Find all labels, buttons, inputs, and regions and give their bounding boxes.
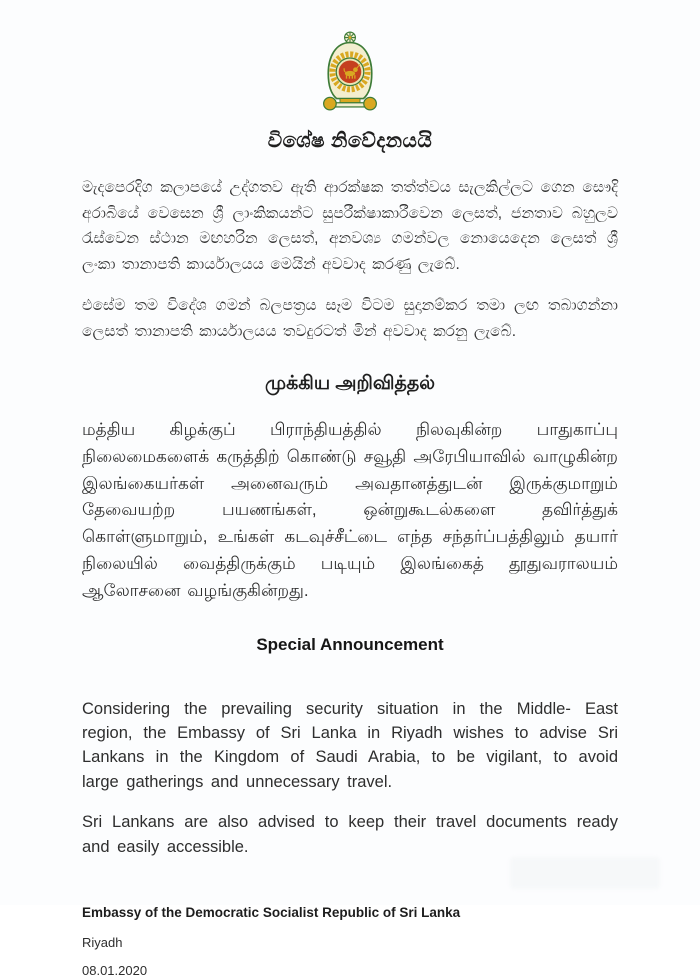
emblem-base-bar [340,99,360,103]
sinhala-paragraph-1: මැදපෙරදිග කලාපයේ උද්ගතව ඇති ආරක්ෂක තත්ත්වය සැලකිල්ලට ගෙන සෞදි අරාබියේ වෙසෙන ශ්‍රී ලාංකිකයන්ට සුපරීක්ෂාකාරීවෙන ලෙසත්, ජනතාව බහුලව රැස්වෙන ස්ථාන මඟහරින ලෙසත්, අනවශ්‍ය ගමන්වල නොයෙදෙන ලෙසත් ශ්‍රී ලංකා තානාපති කාර්යාලයය මෙයින් අවවාද කරණු ලැබේ. [82,179,618,274]
emblem-container [82,0,618,122]
faint-watermark [510,857,660,889]
sri-lanka-emblem-icon [308,30,392,122]
emblem-pedestal [335,103,365,107]
english-paragraph-2: Sri Lankans are also advised to keep their travel documents ready and easily accessible. [82,813,618,856]
sinhala-title: විශේෂ නිවේදනයයි [267,130,433,152]
document-date: 08.01.2020 [82,962,148,978]
document-footer [82,905,618,978]
tamil-title: முக்கிய அறிவித்தல் [265,372,435,394]
english-paragraph-1: Considering the prevailing security situation in the Middle- East region, the Embassy of Sri Lanka in Riyadh wishes to advise Sri Lankans in the Kingdom of Saudi Arabia, to be vigilant, to avoid large gatherings and unnecessary travel. [82,699,618,791]
tamil-paragraph-1: மத்திய கிழக்குப் பிராந்தியத்தில் நிலவுகின்ற பாதுகாப்பு நிலைமைகளைக் கருத்திற் கொண்டு சவூதி அரேபியாவில் வாழுகின்ற இலங்கையர்கள் அனைவரும் அவதானத்துடன் இருக்குமாறும் தேவையற்ற பயணங்கள், ஒன்றுகூடல்களை தவிர்த்துக் கொள்ளுமாறும், உங்கள் கடவுச்சீட்டை எந்த சந்தர்ப்பத்திலும் தயார் நிலையில் வைத்திருக்கும் படியும் இலங்கைத் தூதுவராலயம் ஆலோசனை வழங்குகின்றது. [82,419,618,600]
emblem-moon-icon [364,97,377,110]
embassy-city: Riyadh [82,934,123,950]
sinhala-paragraph-2: එසේම තම විදේශ ගමන් බලපත්‍රය සෑම විටම සුදානම්කර තමා ලඟ තබාගන්නා ලෙසත් තානාපති කාර්යාලයය තවදුරටත් මින් අවවාද කරනු ලැබේ. [82,297,618,341]
emblem-chakra-icon [345,32,356,43]
emblem-sun-icon [324,97,337,110]
english-title: Special Announcement [256,634,444,654]
embassy-name: Embassy of the Democratic Socialist Republic of Sri Lanka [82,904,461,920]
